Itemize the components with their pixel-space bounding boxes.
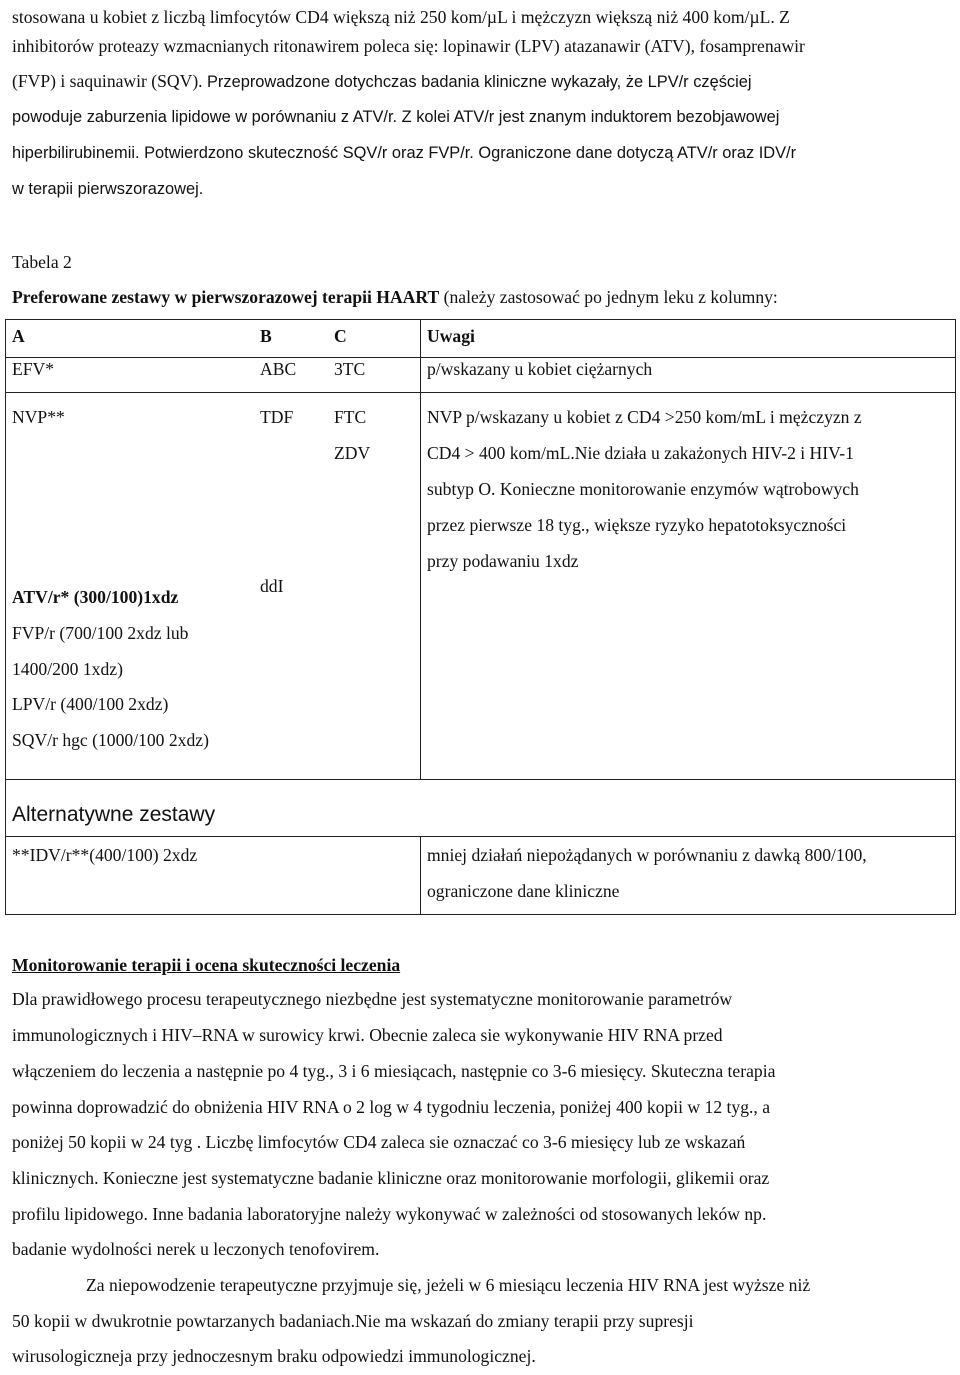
intro-line-3	[12, 64, 956, 101]
row3-b: ddI	[260, 576, 284, 596]
row2-a: NVP**	[12, 407, 65, 427]
row1-c: 3TC	[334, 359, 366, 379]
intro-line-3-sans: Przeprowadzone dotychczas badania kliniczne wykazały, że LPV/r częściej	[207, 73, 752, 91]
intro-line-5: hiperbilirubinemii. Potwierdzono skuteczność SQV/r oraz FVP/r. Ograniczone dane dotyczą ATV/r oraz IDV/r	[12, 144, 797, 162]
monitoring-line-7: profilu lipidowego. Inne badania laboratoryjne należy wykonywać w zależności od stosowanych leków np.	[12, 1204, 767, 1224]
table-line-alt-header	[5, 836, 956, 837]
alt-row-note-2: ograniczone dane kliniczne	[427, 881, 620, 901]
col-b-header: B	[260, 326, 272, 346]
table-line-row3	[5, 779, 956, 780]
intro-line-1: stosowana u kobiet z liczbą limfocytów CD4 większą niż 250 kom/µL i mężczyzn większą niż 400 kom/µL. Z	[12, 7, 790, 27]
monitoring-line-4: powinna doprowadzić do obniżenia HIV RNA o 2 log w 4 tygodniu leczenia, poniżej 400 kopii w 12 tyg., a	[12, 1097, 771, 1117]
table-border-top	[5, 319, 956, 320]
row2-note-2: CD4 > 400 kom/mL.Nie działa u zakażonych HIV-2 i HIV-1	[427, 443, 854, 463]
monitoring-heading: Monitorowanie terapii i ocena skuteczności leczenia	[12, 955, 401, 975]
row2-note-5: przy podawaniu 1xdz	[427, 551, 579, 571]
failure-line-1: Za niepowodzenie terapeutyczne przyjmuje się, jeżeli w 6 miesiącu leczenia HIV RNA jest wyższe niż	[86, 1275, 811, 1295]
row1-a: EFV*	[12, 359, 55, 379]
failure-line-2: 50 kopii w dwukrotnie powtarzanych badaniach.Nie ma wskazań do zmiany terapii przy supresji	[12, 1311, 694, 1331]
col-a-header: A	[12, 326, 25, 346]
table-label: Tabela 2	[12, 252, 72, 272]
table-caption-rest: (należy zastosować po jednym leku z kolumny:	[439, 287, 778, 307]
alt-row-a: **IDV/r**(400/100) 2xdz	[12, 845, 198, 865]
row3-a-4: LPV/r (400/100 2xdz)	[12, 694, 169, 714]
monitoring-line-1: Dla prawidłowego procesu terapeutycznego niezbędne jest systematyczne monitorowanie parametrów	[12, 989, 733, 1009]
intro-line-6: w terapii pierwszorazowej.	[12, 180, 204, 198]
table-border-bottom	[5, 914, 956, 915]
row2-note-3: subtyp O. Konieczne monitorowanie enzymów wątrobowych	[427, 479, 859, 499]
monitoring-line-3: włączeniem do leczenia a następnie po 4 tyg., 3 i 6 miesiącach, następnie co 3-6 miesięcy. Skuteczna terapia	[12, 1061, 776, 1081]
table-divider-notes	[420, 319, 421, 779]
intro-line-4: powoduje zaburzenia lipidowe w porównaniu z ATV/r. Z kolei ATV/r jest znanym induktorem bezobjawowej	[12, 108, 780, 126]
row1-note: p/wskazany u kobiet ciężarnych	[427, 359, 653, 379]
failure-line-3: wirusologiczneja przy jednoczesnym braku odpowiedzi immunologicznej.	[12, 1346, 536, 1366]
table-line-row1	[5, 392, 956, 393]
row2-c2: ZDV	[334, 443, 371, 463]
row3-a-5: SQV/r hgc (1000/100 2xdz)	[12, 730, 209, 750]
haart-table	[5, 319, 956, 915]
col-c-header: C	[334, 326, 347, 346]
monitoring-line-6: klinicznych. Konieczne jest systematyczne badanie kliniczne oraz monitorowanie morfologii, glikemii oraz	[12, 1168, 770, 1188]
monitoring-line-5: poniżej 50 kopii w 24 tyg . Liczbę limfocytów CD4 zaleca sie oznaczać co 3-6 miesięcy lub ze wskazań	[12, 1132, 746, 1152]
row2-note-1: NVP p/wskazany u kobiet z CD4 >250 kom/mL i mężczyzn z	[427, 407, 862, 427]
table-border-left	[5, 319, 6, 915]
row3-a-3: 1400/200 1xdz)	[12, 659, 123, 679]
intro-line-2: inhibitorów proteazy wzmacnianych ritonawirem poleca się: lopinawir (LPV) atazanawir (ATV), fosamprenawir	[12, 36, 805, 56]
row3-a-1: ATV/r* (300/100)1xdz	[12, 587, 179, 607]
table-caption	[12, 282, 778, 312]
table-caption-bold: Preferowane zestawy w pierwszorazowej terapii HAART	[12, 287, 440, 307]
col-notes-header: Uwagi	[427, 326, 475, 346]
row2-c1: FTC	[334, 407, 367, 427]
intro-line-3-serif: (FVP) i saquinawir (SQV).	[12, 71, 203, 91]
row3-a-2: FVP/r (700/100 2xdz lub	[12, 623, 189, 643]
table-border-right	[955, 319, 956, 915]
alt-row-note-1: mniej działań niepożądanych w porównaniu z dawką 800/100,	[427, 845, 867, 865]
row1-b: ABC	[260, 359, 297, 379]
monitoring-line-2: immunologicznych i HIV–RNA w surowicy krwi. Obecnie zaleca sie wykonywanie HIV RNA przed	[12, 1025, 723, 1045]
row2-note-4: przez pierwsze 18 tyg., większe ryzyko hepatotoksyczności	[427, 515, 847, 535]
monitoring-line-8: badanie wydolności nerek u leczonych tenofovirem.	[12, 1239, 380, 1259]
row2-b: TDF	[260, 407, 294, 427]
alt-header: Alternatywne zestawy	[12, 803, 216, 826]
table-divider-alt-notes	[420, 836, 421, 915]
